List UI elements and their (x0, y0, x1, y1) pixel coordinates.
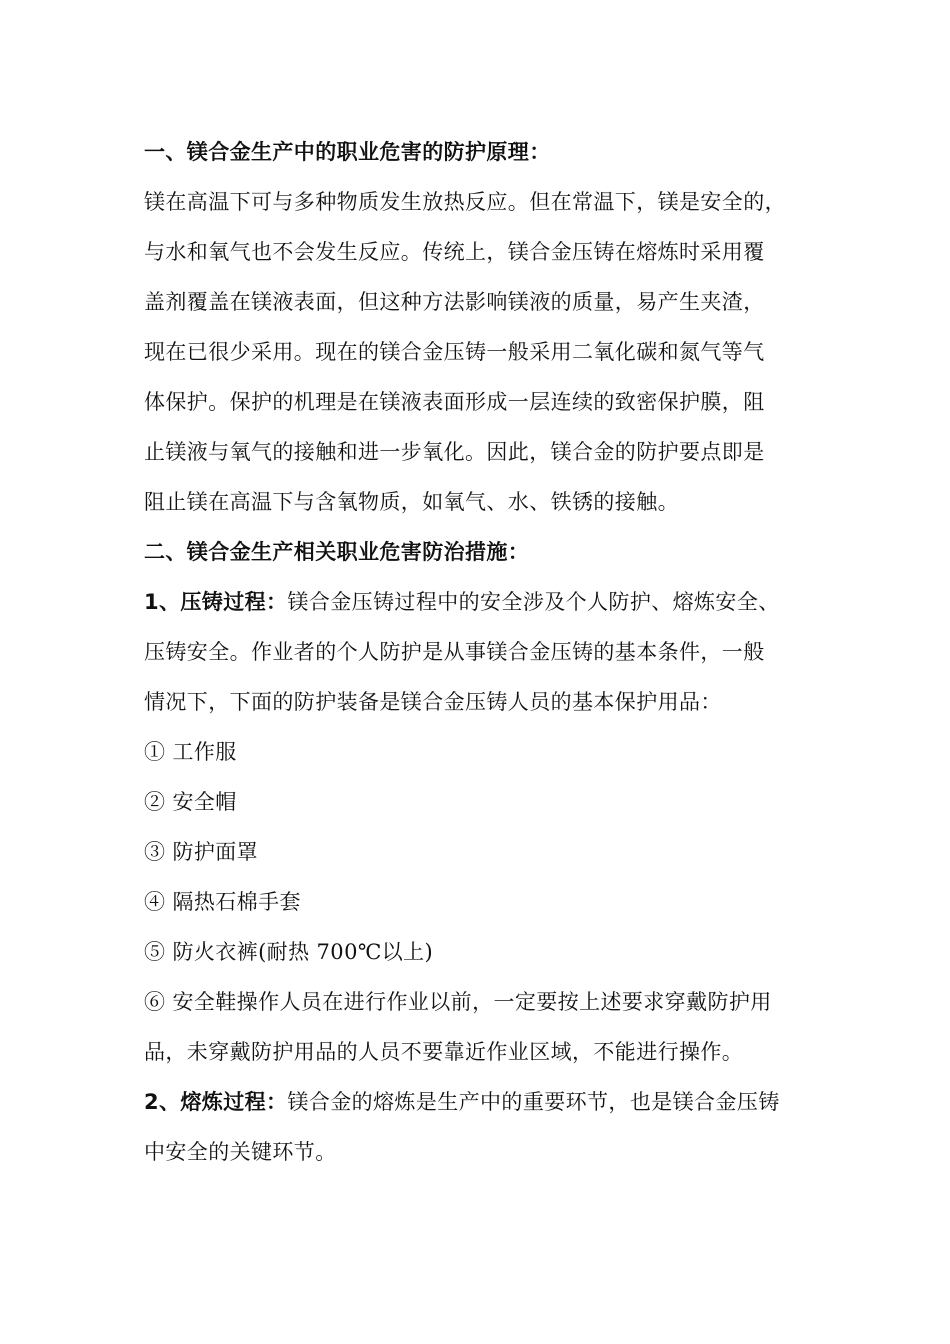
item-2-first-line (144, 1077, 809, 1127)
list-item: ① 工作服 (144, 740, 237, 764)
item-2-text: 镁合金的熔炼是生产中的重要环节，也是镁合金压铸 (287, 1090, 780, 1114)
list-item: ④ 隔热石棉手套 (144, 890, 301, 914)
section-2-heading: 二、镁合金生产相关职业危害防治措施： (144, 540, 530, 564)
section-1-heading: 一、镁合金生产中的职业危害的防护原理： (144, 140, 551, 164)
list-item: ⑥ 安全鞋操作人员在进行作业以前，一定要按上述要求穿戴防护用 (144, 990, 772, 1014)
paragraph-line: 压铸安全。作业者的个人防护是从事镁合金压铸的基本条件，一般 (144, 640, 765, 664)
paragraph-line: 体保护。保护的机理是在镁液表面形成一层连续的致密保护膜，阻 (144, 390, 765, 414)
item-2-lead: 2、熔炼过程： (144, 1090, 288, 1114)
paragraph-line: 现在已很少采用。现在的镁合金压铸一般采用二氧化碳和氮气等气 (144, 340, 765, 364)
paragraph-line: 中安全的关键环节。 (144, 1140, 337, 1164)
item-1-first-line (144, 577, 809, 627)
paragraph-line: 盖剂覆盖在镁液表面，但这种方法影响镁液的质量，易产生夹渣， (144, 290, 765, 314)
list-item: ⑤ 防火衣裤(耐热 700℃以上) (144, 940, 434, 964)
paragraph-line: 情况下，下面的防护装备是镁合金压铸人员的基本保护用品： (144, 690, 722, 714)
paragraph-line: 与水和氧气也不会发生反应。传统上，镁合金压铸在熔炼时采用覆 (144, 240, 765, 264)
list-item: ② 安全帽 (144, 790, 237, 814)
paragraph-line: 镁在高温下可与多种物质发生放热反应。但在常温下，镁是安全的， (144, 190, 786, 214)
paragraph-line: 品，未穿戴防护用品的人员不要靠近作业区域，不能进行操作。 (144, 1040, 744, 1064)
paragraph-line: 止镁液与氧气的接触和进一步氧化。因此，镁合金的防护要点即是 (144, 440, 765, 464)
document-body (144, 127, 809, 1177)
item-1-lead: 1、压铸过程： (144, 590, 288, 614)
list-item: ③ 防护面罩 (144, 840, 259, 864)
item-1-text: 镁合金压铸过程中的安全涉及个人防护、熔炼安全、 (287, 590, 780, 614)
paragraph-line: 阻止镁在高温下与含氧物质，如氧气、水、铁锈的接触。 (144, 490, 679, 514)
